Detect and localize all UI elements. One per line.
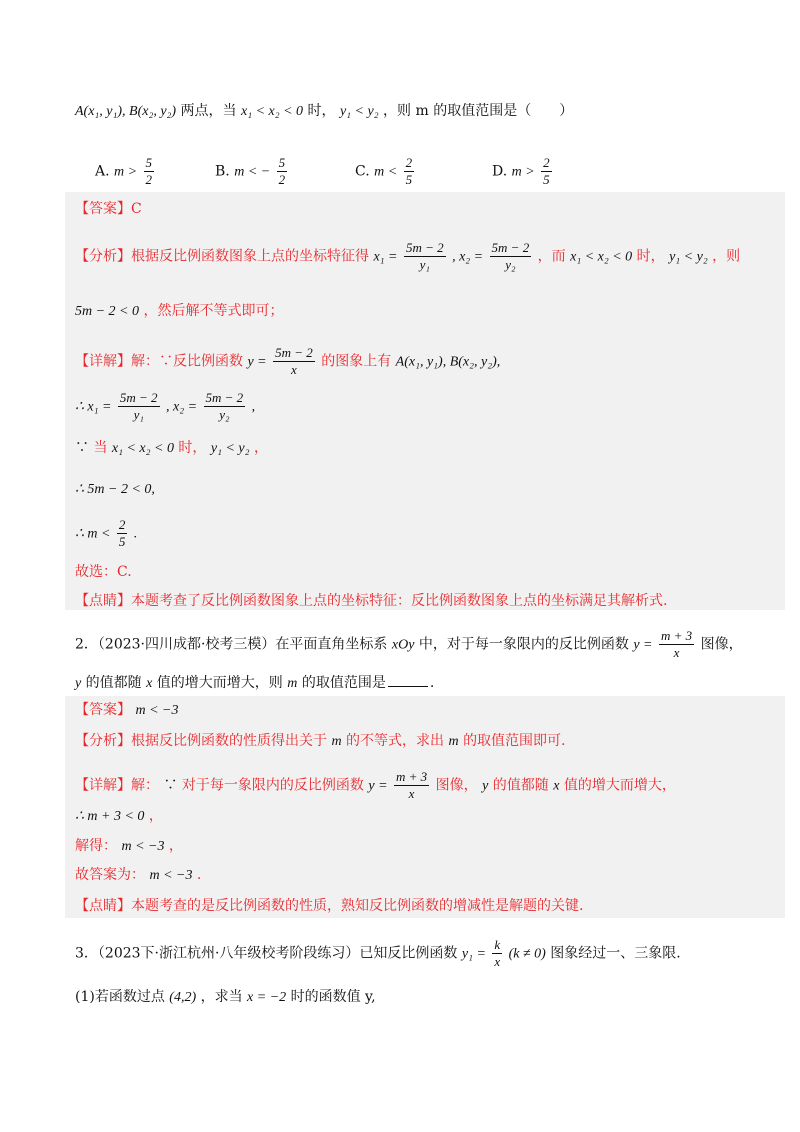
choice-d-fraction: $\frac{2}{5}$ <box>543 155 550 187</box>
q2-detail-y: y = <box>368 778 388 794</box>
q2-answer-tag: 【答案】 <box>75 702 131 718</box>
q1-analysis-tag: 【分析】根据反比例函数图象上点的坐标特征得 <box>75 248 369 265</box>
q1-analysis-frac1: $\frac{5m - 2}{\text{y₁}}$ <box>405 240 444 272</box>
choice-b-expr: m < − <box>234 164 271 180</box>
q2-step1-math: ∴ m + 3 < 0 <box>75 809 145 824</box>
q1-step1-frac1: $\frac{5m - 2}{\text{y₁}}$ <box>119 390 158 422</box>
q1-cond-y: y₁ < y₂ <box>339 104 379 119</box>
q3-sub1 <box>75 987 376 1008</box>
q3-sub1-c: 时的函数值 y, <box>290 989 376 1005</box>
q1-analysis-when: 时， <box>636 248 665 265</box>
choice-b-fraction: $\frac{5}{2}$ <box>278 155 286 187</box>
q2-step2 <box>75 836 183 857</box>
q2-step2-label: 解得： <box>75 838 117 854</box>
q2-analysis-b: 的不等式，求出 <box>346 733 445 749</box>
q3-sub1-a: (1)若函数过点 <box>75 989 165 1005</box>
q3-sub1-point: (4,2) <box>169 990 197 1005</box>
q3-tail: 图象经过一、三象限. <box>550 945 681 962</box>
q1-detail-tag: 【详解】解：∵反比例函数 <box>75 353 243 370</box>
q3-cond: (k ≠ 0) <box>508 946 546 962</box>
q2-line2-a: 的值都随 <box>85 675 142 691</box>
q1-analysis-cond2: y₁ < y₂ <box>669 249 708 265</box>
choice-d-expr: m > <box>511 164 535 180</box>
q1-step1-mid: , x₂ = <box>166 399 198 415</box>
q1-stem-line <box>75 101 573 122</box>
choice-a-fraction: $\frac{5}{2}$ <box>145 155 153 187</box>
q2-line2-c: 的取值范围是 <box>301 675 386 691</box>
q2-detail-because: ∵ <box>163 777 178 794</box>
q2-xoy: xOy <box>391 637 415 653</box>
q1-detail-mid: 的图象上有 <box>321 353 392 370</box>
q2-step3-end: . <box>196 867 202 883</box>
q2-tail: 图像， <box>700 636 743 653</box>
q1-answer: 【答案】C <box>75 201 142 217</box>
q1-detail-line <box>75 345 500 378</box>
q1-step1 <box>75 390 255 423</box>
q1-step4 <box>75 517 137 550</box>
q1-step2 <box>75 438 268 459</box>
q3-head: 3．（2023下·浙江杭州·八年级校考阶段练习）已知反比例函数 <box>75 945 458 962</box>
q1-cond-x: x₁ < x₂ < 0 <box>240 104 304 119</box>
q1-analysis-x2: , x₂ = <box>452 249 484 265</box>
q1-points: A(x₁, y₁), B(x₂, y₂) <box>75 104 177 119</box>
q2-analysis-c: 的取值范围即可. <box>463 733 566 749</box>
q2-line2-m: m <box>287 676 298 691</box>
q1-analysis-cond1: x₁ < x₂ < 0 <box>570 249 633 265</box>
q2-answer <box>75 700 178 721</box>
q2-detail <box>75 769 676 802</box>
q2-detail-a: 【详解】解： <box>75 777 159 794</box>
q1-comment: 【点睛】本题考查了反比例函数图象上点的坐标特征：反比例函数图象上点的坐标满足其解析式. <box>75 593 668 609</box>
q3-fraction: $\frac{k}{x}$ <box>494 937 501 969</box>
q2-step2-math: m < −3 <box>121 839 165 854</box>
q1-step1-frac2: $\frac{5m - 2}{\text{y₂}}$ <box>205 390 244 422</box>
q1-analysis-line2 <box>75 301 283 322</box>
q1-step2-because: ∵ <box>75 440 89 456</box>
choice-a-label: A. <box>95 163 110 180</box>
q2-analysis-m1: m <box>331 734 342 749</box>
q2-step3 <box>75 865 201 886</box>
q1-step4-end: . <box>133 526 138 542</box>
choice-a <box>95 155 156 188</box>
q2-line2-b: 值的增大而增大，则 <box>156 675 283 691</box>
q2-head: 2．（2023·四川成都·校考三模）在平面直角坐标系 <box>75 636 388 653</box>
q3-sub1-b: ，求当 <box>200 989 243 1005</box>
q2-line2-end: . <box>429 675 435 691</box>
q2-detail-x: x <box>553 778 560 794</box>
q1-analysis-x1: x₁ = <box>373 249 398 265</box>
choice-a-expr: m > <box>114 164 138 180</box>
q2-step1 <box>75 806 163 827</box>
q2-analysis-a: 【分析】根据反比例函数的性质得出关于 <box>75 733 327 749</box>
q1-analysis-end: ，则 <box>712 248 741 265</box>
q1-detail-points: A(x₁, y₁), B(x₂, y₂), <box>395 354 501 370</box>
q2-analysis-m2: m <box>448 734 459 749</box>
choice-d <box>492 155 554 188</box>
q2-detail-y2: y <box>482 778 489 794</box>
q2-step3-label: 故答案为： <box>75 867 145 883</box>
q1-step2-time: 时， <box>178 440 207 456</box>
choice-b <box>215 155 289 188</box>
q2-answer-math: m < −3 <box>135 703 179 718</box>
q2-line2-x: x <box>146 676 153 691</box>
q1-detail-y: y = <box>247 354 267 370</box>
choice-d-label: D. <box>492 163 508 180</box>
q2-stem-line2 <box>75 673 434 694</box>
q1-step2-cond1: x₁ < x₂ < 0 <box>111 441 174 456</box>
q2-analysis <box>75 731 566 752</box>
q1-analysis-line2-text: ，然后解不等式即可； <box>143 303 284 319</box>
q2-step2-end: ， <box>168 838 183 854</box>
q1-detail-frac: $\frac{5m - 2}{x}$ <box>275 345 313 377</box>
q1-analysis-line1 <box>75 240 740 273</box>
q3-y1: y₁ = <box>461 946 486 962</box>
q1-step3: ∴ 5m − 2 < 0, <box>75 482 155 497</box>
q2-fraction: $\frac{m + 3}{x}$ <box>660 628 693 660</box>
q1-stem-text-1: 两点，当 <box>180 103 237 119</box>
q1-step4-frac: $\frac{2}{5}$ <box>118 517 126 549</box>
q1-step2-end: ， <box>253 440 268 456</box>
q2-line2-y: y <box>75 676 82 691</box>
q1-step2-when: 当 <box>93 440 108 456</box>
q2-comment: 【点睛】本题考查的是反比例函数的性质，熟知反比例函数的增减性是解题的关键. <box>75 898 584 914</box>
q2-stem-line1 <box>75 628 743 661</box>
choice-c-expr: m < <box>374 164 398 180</box>
q1-conclusion: 故选：C. <box>75 564 132 580</box>
q2-detail-c: 图像， <box>435 777 478 794</box>
q3-sub1-x: x = −2 <box>247 990 287 1005</box>
q1-stem-text-2: 时， <box>307 103 336 119</box>
q2-answer-blank <box>388 686 428 687</box>
q2-detail-e: 值的增大而增大， <box>563 777 676 794</box>
q2-detail-d: 的值都随 <box>492 777 549 794</box>
q1-analysis-ineq: 5m − 2 < 0 <box>75 304 140 319</box>
q1-step1-end: , <box>251 399 256 415</box>
q2-step3-math: m < −3 <box>149 868 193 883</box>
q3-stem-line <box>75 937 681 970</box>
q1-analysis-mid: ，而 <box>537 248 566 265</box>
q2-detail-b: 对于每一象限内的反比例函数 <box>181 777 364 794</box>
choice-c <box>355 155 416 188</box>
q1-stem-end: ，则 m 的取值范围是（ ） <box>383 103 574 119</box>
choice-b-label: B. <box>215 163 230 180</box>
q2-y: y = <box>633 637 653 653</box>
choice-c-fraction: $\frac{2}{5}$ <box>405 155 413 187</box>
q2-detail-frac: $\frac{m + 3}{x}$ <box>395 769 428 801</box>
q1-step2-cond2: y₁ < y₂ <box>210 441 250 456</box>
choice-c-label: C. <box>355 163 370 180</box>
q2-mid: 中，对于每一象限内的反比例函数 <box>418 636 629 653</box>
q1-step1-pre: ∴ x₁ = <box>75 399 112 415</box>
q1-analysis-frac2: $\frac{5m - 2}{\text{y₂}}$ <box>491 240 530 272</box>
q2-step1-end: ， <box>148 808 163 824</box>
q1-step4-pre: ∴ m < <box>75 526 111 542</box>
